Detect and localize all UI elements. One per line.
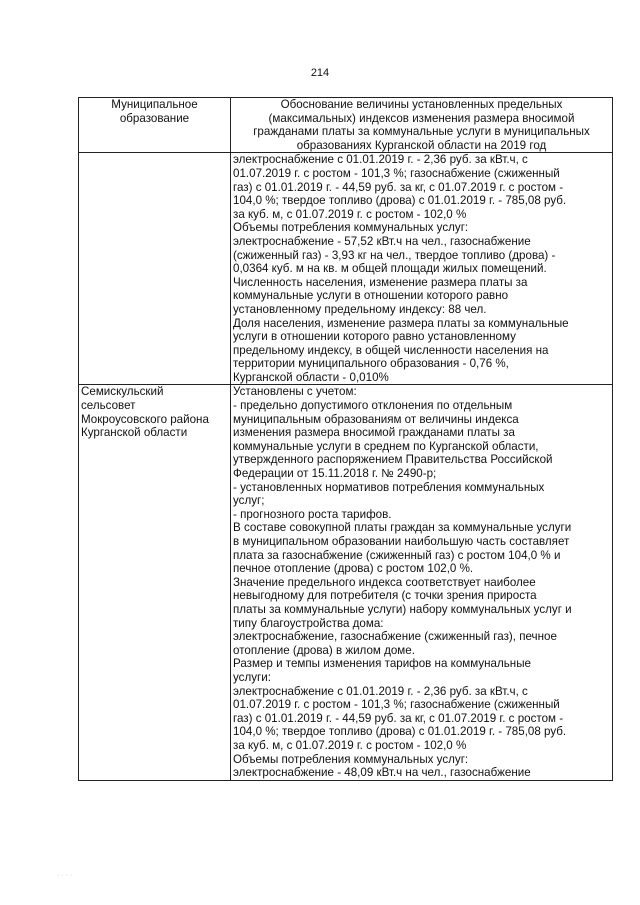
justification-line: территории муниципального образования - 0,76 %, [233,357,509,371]
justification-line: услуг; [233,494,265,508]
justification-line: 0,0364 куб. м на кв. м общей площади жилых помещений. [233,262,547,276]
municipality-line: сельсовет [81,399,136,413]
justification-line: газ) с 01.01.2019 г. - 44,59 руб. за кг, с 01.07.2019 г. с ростом - [233,711,564,725]
justification-line: 01.07.2019 г. с ростом - 101,3 %; газоснабжение (сжиженный [233,698,560,712]
scan-smudge: · · · · [57,872,73,879]
justification-line: - прогнозного роста тарифов. [233,507,392,521]
justification-cell [231,385,613,780]
header-municipality-line: образование [119,111,190,125]
justification-line: типу благоустройства дома: [233,616,384,630]
justification-line: электроснабжение с 01.01.2019 г. - 2,36 руб. за кВт.ч, с [233,153,528,167]
justification-line: Объемы потребления коммунальных услуг: [233,221,469,235]
justification-line: муниципальным образованиям от величины индекса [233,412,519,426]
header-justification-line: образованиях Курганской области на 2019 год [296,138,547,152]
header-municipality-line: Муниципальное [111,98,198,111]
tariff-justification-table [78,97,613,781]
justification-line: за куб. м, с 01.07.2019 г. с ростом - 102,0 % [233,207,467,221]
municipality-cell [79,385,231,780]
justification-line: печное отопление (дрова) с ростом 102,0 %. [233,562,474,576]
municipality-line: Курганской области [81,426,188,440]
justification-line: за куб. м, с 01.07.2019 г. с ростом - 102,0 % [233,738,467,752]
municipality-line: Мокроусовского района [81,412,209,426]
header-justification-line: Обоснование величины установленных предельных [280,98,563,111]
table-row [79,385,613,780]
justification-line: в муниципальном образовании наибольшую часть составляет [233,535,570,548]
municipality-cell [79,153,231,385]
justification-line: услуги в отношении которого равно установленному [233,330,516,344]
justification-line: - установленных нормативов потребления коммунальных [233,480,545,494]
page-number: 214 [310,67,330,79]
justification-line: невыгодному для потребителя (с точки зрения прироста [233,589,537,603]
justification-line: Федерации от 15.11.2018 г. № 2490-р; [233,467,437,481]
justification-line: 104,0 %; твердое топливо (дрова) с 01.01.2019 г. - 785,08 руб. [233,725,567,739]
municipality-line: Семискульский [81,385,164,399]
justification-line: отопление (дрова) в жилом доме. [233,643,415,657]
justification-line: плата за газоснабжение (сжиженный газ) с ростом 104,0 % и [233,548,561,562]
justification-line: Размер и темпы изменения тарифов на коммунальные [233,657,531,671]
justification-line: Численность населения, изменение размера платы за [233,275,528,289]
header-justification-line: (максимальных) индексов изменения размера вносимой [268,111,575,125]
justification-line: (сжиженный газ) - 3,93 кг на чел., твердое топливо (дрова) - [233,248,556,262]
justification-line: Курганской области - 0,010% [233,370,389,384]
justification-line: Доля населения, изменение размера платы за коммунальные [233,316,569,330]
justification-line: платы за коммунальные услуги) набору коммунальных услуг и [233,602,572,616]
justification-line: Значение предельного индекса соответствует наиболее [233,575,536,589]
justification-cell [231,153,613,385]
table-header-row [79,98,613,153]
justification-line: установленному предельному индексу: 88 чел. [233,302,487,316]
justification-line: В составе совокупной платы граждан за коммунальные услуги [233,521,572,535]
header-justification-line: гражданами платы за коммунальные услуги в муниципальных [253,125,590,139]
justification-line: электроснабжение - 57,52 кВт.ч на чел., газоснабжение [233,234,531,248]
justification-line: Установлены с учетом: [233,385,357,399]
justification-line: утвержденного распоряжением Правительства Российской [233,453,553,467]
table-row [79,153,613,385]
justification-line: - предельно допустимого отклонения по отдельным [233,399,513,413]
justification-line: электроснабжение, газоснабжение (сжиженный газ), печное [233,630,557,644]
justification-line: изменения размера вносимой гражданами платы за [233,426,515,440]
justification-line: Объемы потребления коммунальных услуг: [233,752,469,766]
header-municipality-cell [79,98,231,153]
justification-line: коммунальные услуги в отношении которого равно [233,289,509,303]
justification-line: электроснабжение с 01.01.2019 г. - 2,36 руб. за кВт.ч, с [233,684,528,698]
justification-line: коммунальные услуги в среднем по Курганской области, [233,439,539,453]
justification-line: 104,0 %; твердое топливо (дрова) с 01.01.2019 г. - 785,08 руб. [233,194,567,208]
justification-line: газ) с 01.01.2019 г. - 44,59 руб. за кг, с 01.07.2019 г. с ростом - [233,180,564,194]
justification-line: электроснабжение - 48,09 кВт.ч на чел., газоснабжение [233,766,531,780]
justification-line: услуги: [233,670,271,684]
header-justification-cell [231,98,613,153]
justification-line: 01.07.2019 г. с ростом - 101,3 %; газоснабжение (сжиженный [233,166,560,180]
justification-line: предельному индексу, в общей численности населения на [233,343,549,357]
